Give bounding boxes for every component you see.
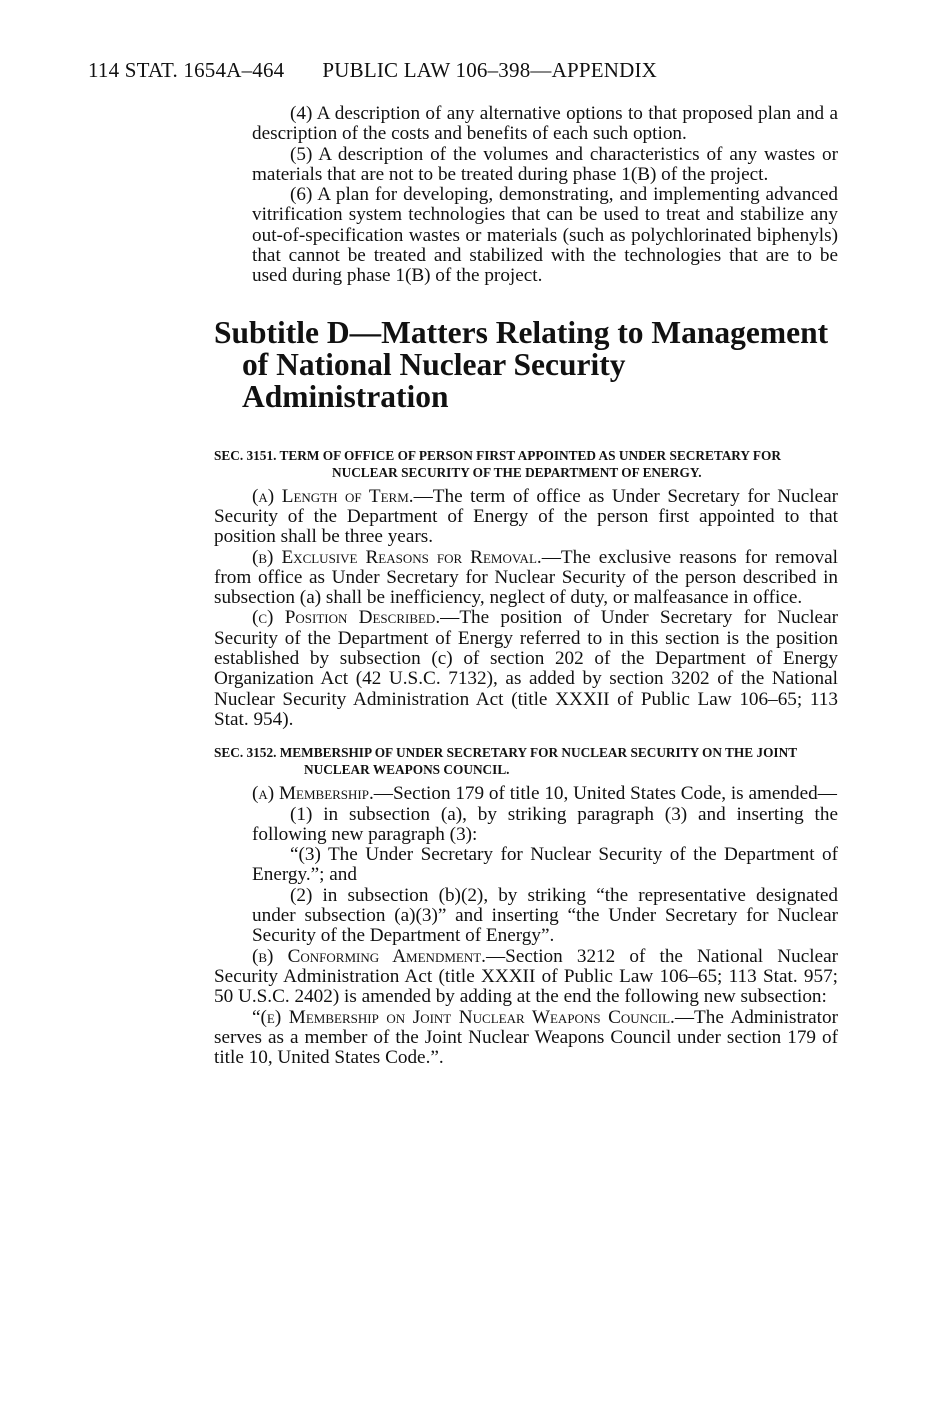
subsection-b-text: —The exclusive reasons for removal from office as Under Secretary for Nuclear Security of the person described in subsection (a) shall be inefficiency, neglect of duty, or malfeasance in office. xyxy=(214,546,839,609)
section-3151-subsection-b xyxy=(214,548,838,609)
paragraph-6: (6) A plan for developing, demonstrating, and implementing advanced vitrification system technologies that can be used to treat and stabilize any out-of-specification wastes or materials (such as polychlorinated biphenyls) that cannot be treated and stabilized with the technologies that are to be used during phase 1(B) of the project. xyxy=(252,184,838,287)
paragraph-1: (1) in subsection (a), by striking paragraph (3) and inserting the following new paragraph (3): xyxy=(252,803,838,845)
quoted-subsection-e xyxy=(214,1008,838,1069)
paragraph-2: (2) in subsection (b)(2), by striking “the representative designated under subsection (a)(3)” and inserting “the Under Secretary for Nuclear Security of the Department of Energy”. xyxy=(252,884,838,947)
subsection-e-label: “(e) Membership on Joint Nuclear Weapons Council. xyxy=(252,1006,675,1028)
subsection-c-label: (c) Position Described. xyxy=(252,607,441,629)
subsection-b-text: —Section 3212 of the National Nuclear Security Administration Act (title XXXII of Public Law 106–65; 113 Stat. 957; 50 U.S.C. 2402) is amended by adding at the end the following new subsection: xyxy=(214,945,838,1008)
subsection-a-text: —The term of office as Under Secretary for Nuclear Security of the Department of Energy of the person first appointed to that position shall be three years. xyxy=(214,485,838,548)
section-3151-subsection-a xyxy=(214,487,838,548)
subsection-b-label: (b) Exclusive Reasons for Removal. xyxy=(252,546,542,568)
subsection-c-text: —The position of Under Secretary for Nuclear Security of the Department of Energy referred to in this section is the position established by subsection (c) of section 202 of the Department of Energy Organization Act (42 U.S.C. 7132), as added by section 3202 of the National Nuclear Security Administration Act (title XXXII of Public Law 106–65; 113 Stat. 954). xyxy=(214,607,838,730)
subsection-e-text: —The Administrator serves as a member of the Joint Nuclear Weapons Council under section 179 of title 10, United States Code.”. xyxy=(214,1006,839,1069)
section-3152-subsection-b xyxy=(214,947,838,1008)
subsection-a-text: —Section 179 of title 10, United States Code, is amended— xyxy=(373,783,837,805)
paragraph-5: (5) A description of the volumes and characteristics of any wastes or materials that are not to be treated during phase 1(B) of the project. xyxy=(252,143,838,185)
running-header xyxy=(88,58,657,83)
paragraph-4: (4) A description of any alternative options to that proposed plan and a description of the costs and benefits of each such option. xyxy=(252,103,838,145)
subsection-b-label: (b) Conforming Amendment. xyxy=(252,945,486,967)
subsection-a-label: (a) Length of Term. xyxy=(252,485,414,507)
section-3152-heading: SEC. 3152. MEMBERSHIP OF UNDER SECRETARY FOR NUCLEAR SECURITY ON THE JOINT NUCLEAR WEAPONS COUNCIL. xyxy=(214,745,797,778)
subsection-a-label: (a) Membership. xyxy=(252,783,374,805)
law-title: PUBLIC LAW 106–398—APPENDIX xyxy=(322,58,658,82)
section-3151-subsection-c xyxy=(214,608,838,730)
page-body xyxy=(214,104,838,1068)
quoted-paragraph-3: “(3) The Under Secretary for Nuclear Security of the Department of Energy.”; and xyxy=(252,844,838,886)
page-reference: 114 STAT. 1654A–464 xyxy=(88,58,285,82)
section-3152-subsection-a xyxy=(214,784,838,804)
subtitle-heading: Subtitle D—Matters Relating to Management of National Nuclear Security Administration xyxy=(214,314,829,414)
section-3151-heading: SEC. 3151. TERM OF OFFICE OF PERSON FIRST APPOINTED AS UNDER SECRETARY FOR NUCLEAR SECURITY OF THE DEPARTMENT OF ENERGY. xyxy=(214,447,781,480)
